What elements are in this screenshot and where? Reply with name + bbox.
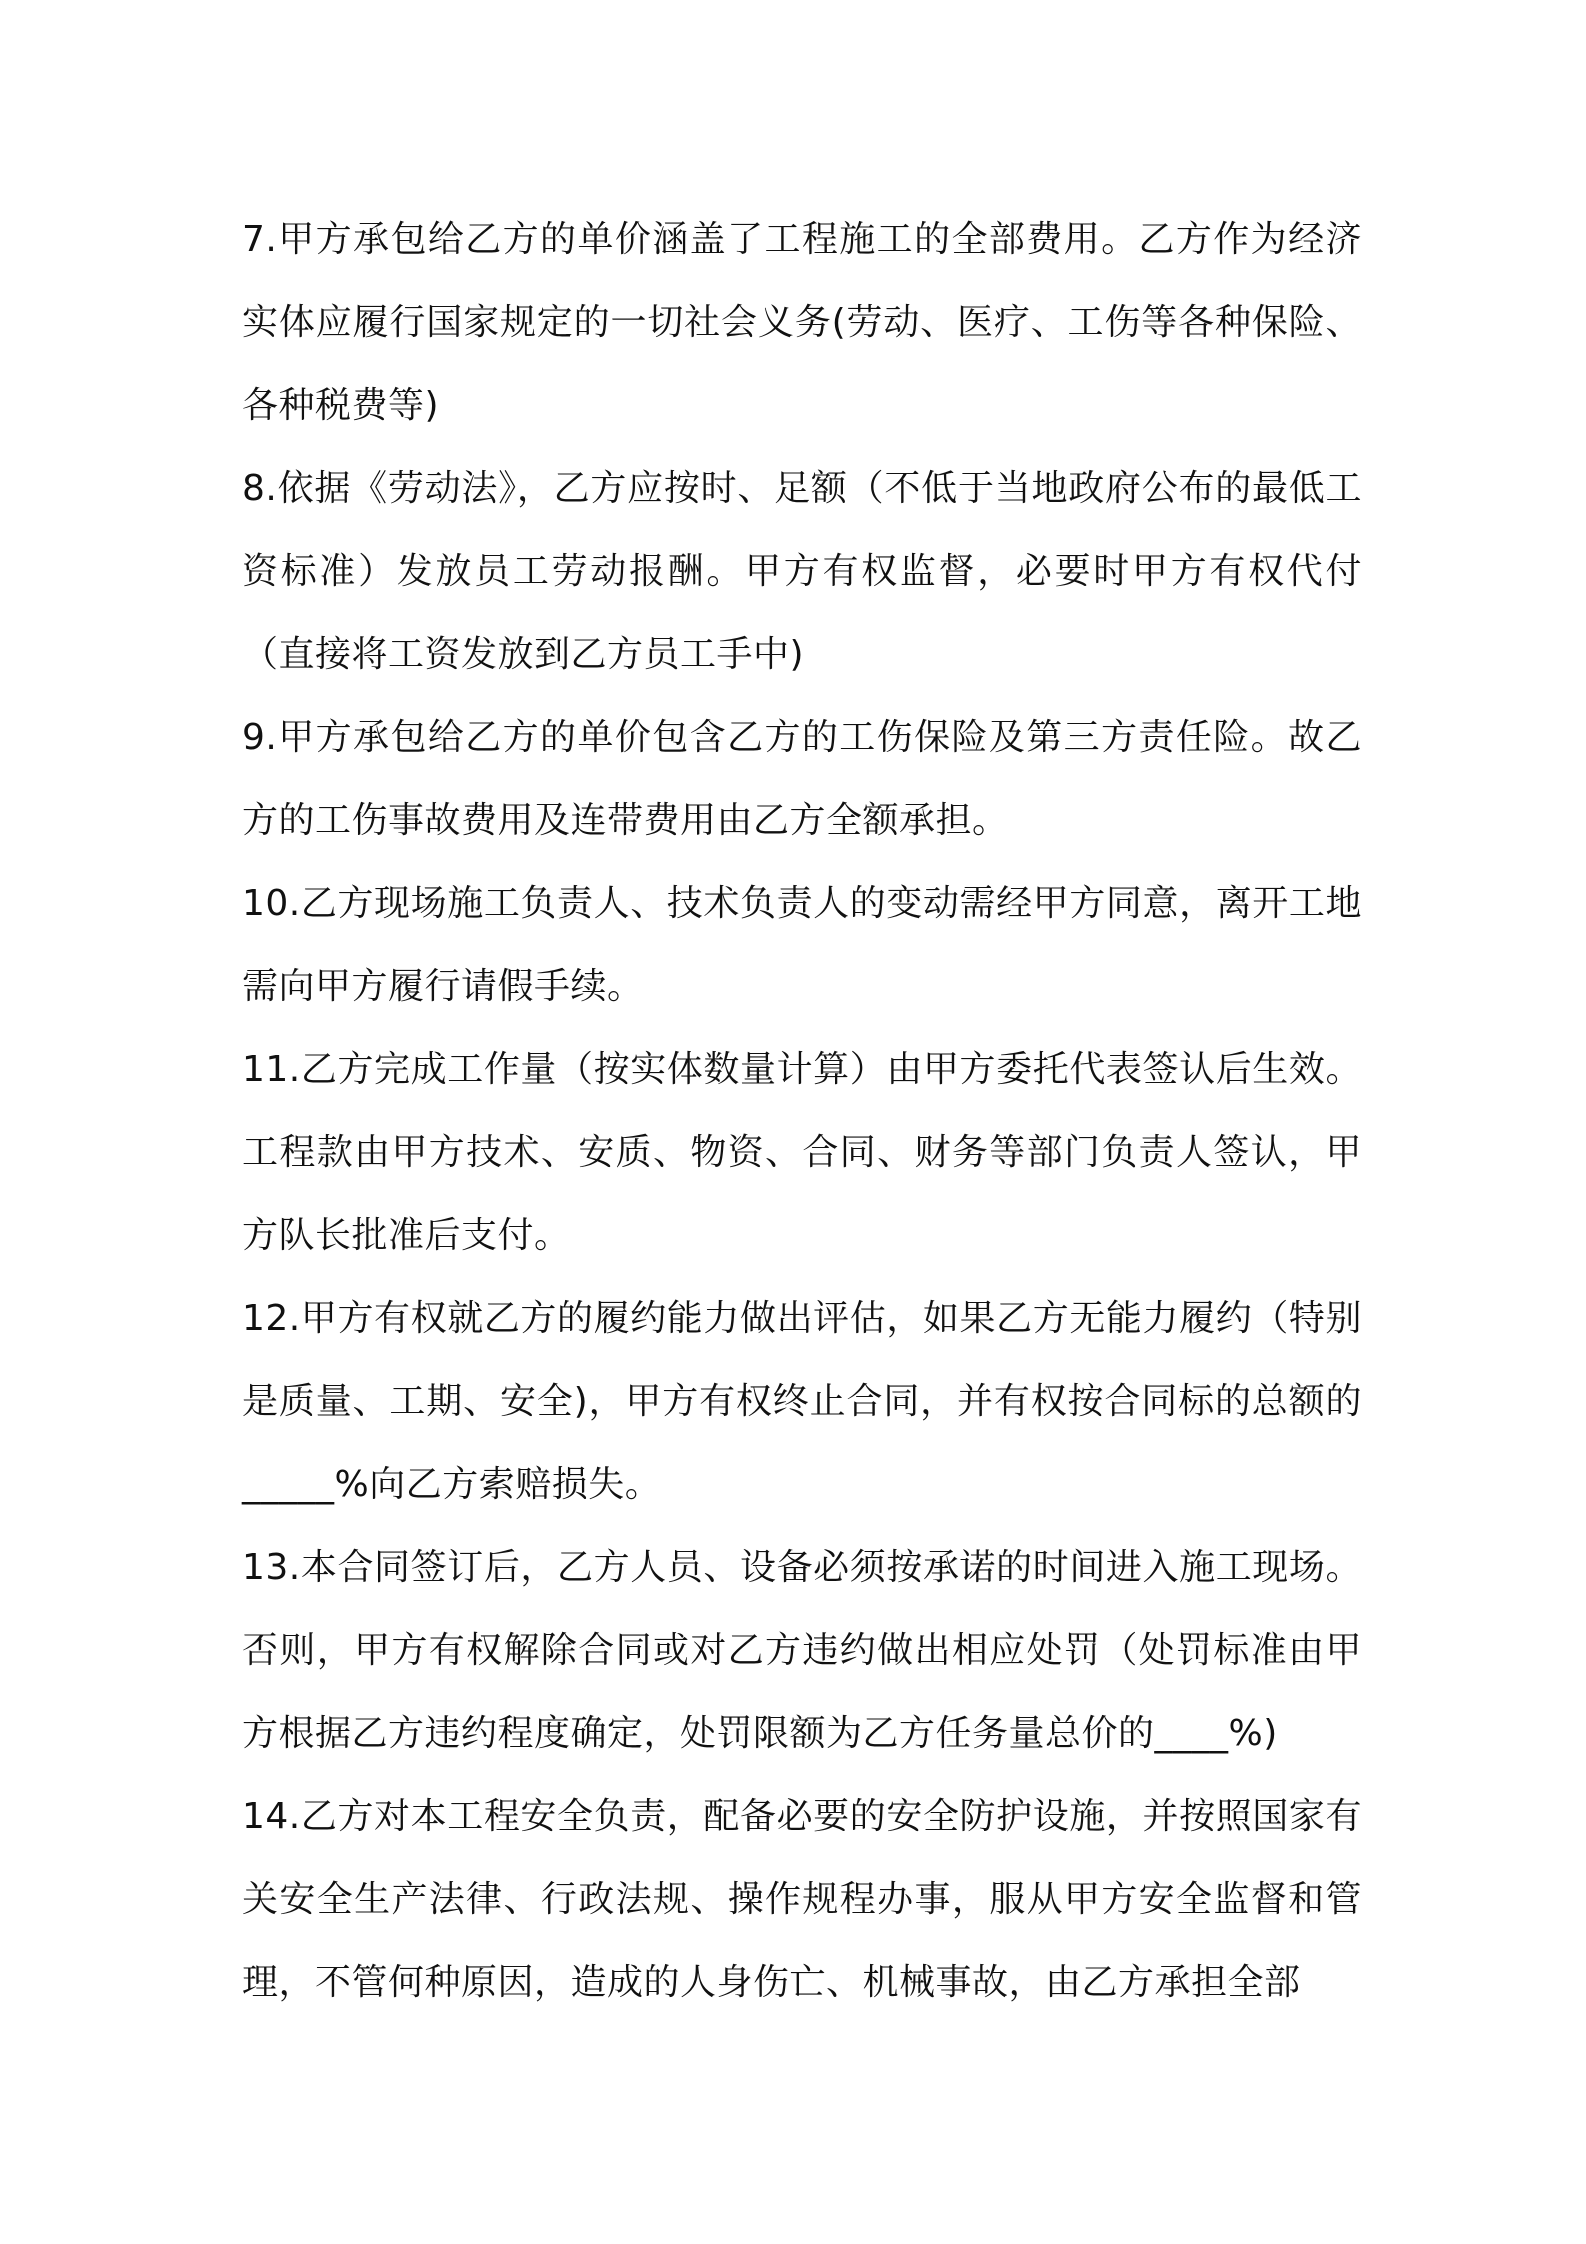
document-body [242, 198, 1362, 2024]
clause-9: 9.甲方承包给乙方的单价包含乙方的工伤保险及第三方责任险。故乙方的工伤事故费用及连带费用由乙方全额承担。 [242, 717, 1362, 841]
clause-11: 11.乙方完成工作量（按实体数量计算）由甲方委托代表签认后生效。工程款由甲方技术、安质、物资、合同、财务等部门负责人签认，甲方队长批准后支付。 [242, 1049, 1362, 1256]
clause-12: 12.甲方有权就乙方的履约能力做出评估，如果乙方无能力履约（特别是质量、工期、安全)，甲方有权终止合同，并有权按合同标的总额的_____%向乙方索赔损失。 [242, 1298, 1362, 1505]
clause-8: 8.依据《劳动法》，乙方应按时、足额（不低于当地政府公布的最低工资标准）发放员工劳动报酬。甲方有权监督，必要时甲方有权代付（直接将工资发放到乙方员工手中) [242, 468, 1362, 675]
clause-10: 10.乙方现场施工负责人、技术负责人的变动需经甲方同意，离开工地需向甲方履行请假手续。 [242, 883, 1362, 1007]
clause-13: 13.本合同签订后，乙方人员、设备必须按承诺的时间进入施工现场。否则，甲方有权解除合同或对乙方违约做出相应处罚（处罚标准由甲方根据乙方违约程度确定，处罚限额为乙方任务量总价的____%) [242, 1547, 1362, 1754]
clause-14: 14.乙方对本工程安全负责，配备必要的安全防护设施，并按照国家有关安全生产法律、行政法规、操作规程办事，服从甲方安全监督和管理，不管何种原因，造成的人身伤亡、机械事故，由乙方承担全部 [242, 1796, 1362, 2003]
clause-7: 7.甲方承包给乙方的单价涵盖了工程施工的全部费用。乙方作为经济实体应履行国家规定的一切社会义务(劳动、医疗、工伤等各种保险、各种税费等) [242, 219, 1362, 426]
